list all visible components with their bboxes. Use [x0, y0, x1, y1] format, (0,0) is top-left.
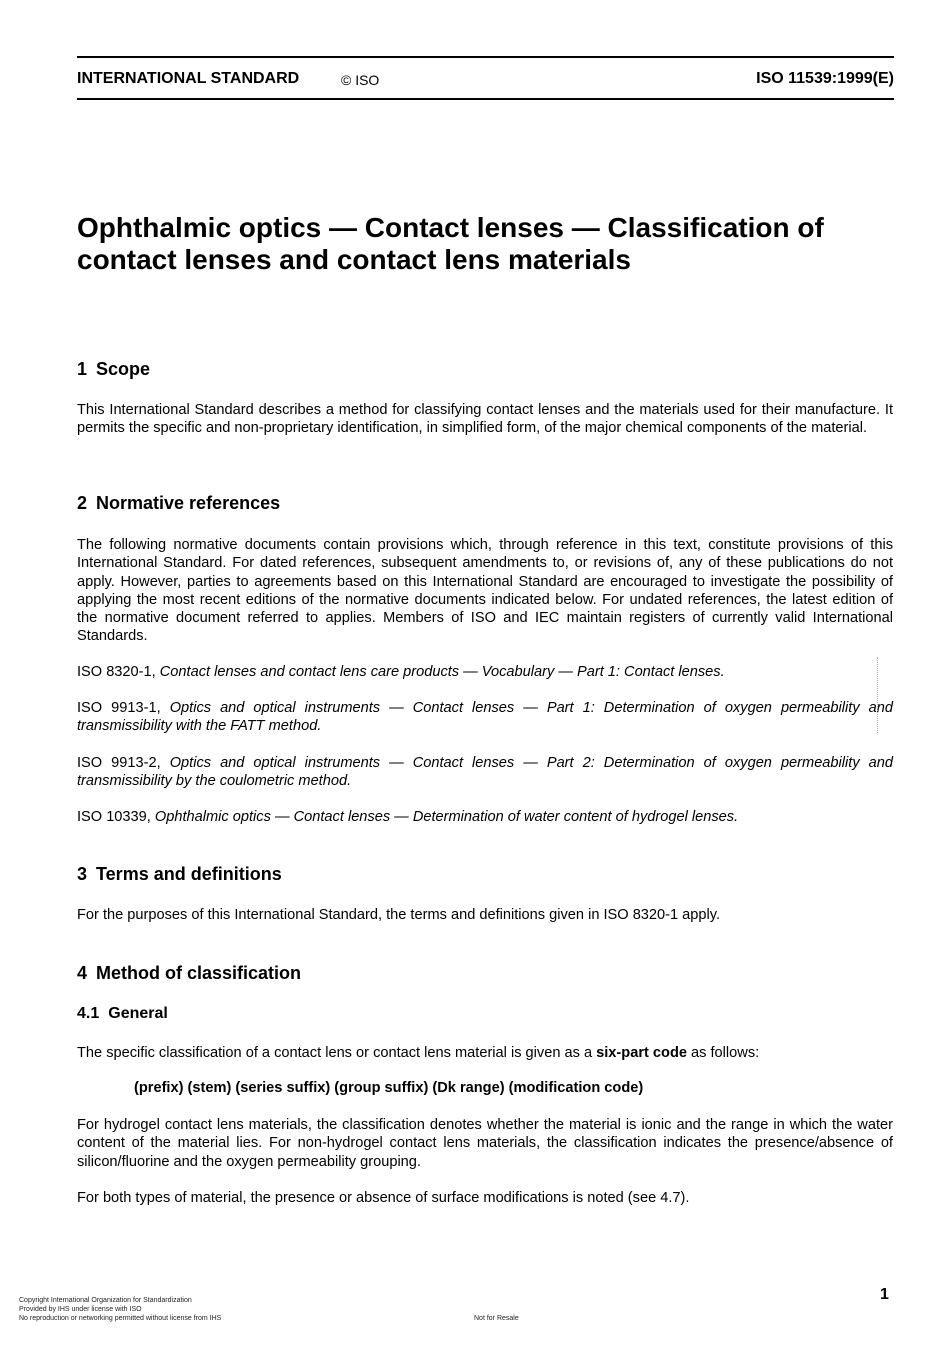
section-heading-method-of-classification — [77, 963, 301, 984]
subsection-heading-general — [77, 1005, 168, 1023]
section-number: 1 — [77, 359, 88, 379]
reference-title: Optics and optical instruments — Contact lenses — Part 1: Determination of oxygen permeability and transmissibility with the FATT method. — [77, 700, 893, 735]
subsection-title: General — [108, 1005, 168, 1022]
reference-id: ISO 8320-1, — [77, 664, 156, 680]
copyright-footer: Copyright International Organization for Standardization Provided by IHS under license with ISO No reproduction or networking permitted without license from IHS — [19, 1297, 222, 1322]
reference-title: Optics and optical instruments — Contact lenses — Part 2: Determination of oxygen permeability and transmissibility by the coulometric method. — [77, 755, 893, 790]
section-number: 3 — [77, 864, 88, 884]
reference-item — [77, 754, 893, 791]
section-title: Normative references — [96, 493, 281, 513]
terms-paragraph: For the purposes of this International Standard, the terms and definitions given in ISO 8320-1 apply. — [77, 907, 721, 923]
header-bottom-rule — [77, 98, 894, 100]
section-title: Method of classification — [96, 963, 302, 983]
reference-id: ISO 9913-1, — [77, 700, 161, 716]
section-heading-terms-and-definitions — [77, 864, 282, 885]
classification-code-format: (prefix) (stem) (series suffix) (group suffix) (Dk range) (modification code) — [134, 1080, 644, 1096]
reference-title: Contact lenses and contact lens care products — Vocabulary — Part 1: Contact lenses. — [159, 664, 725, 680]
section-heading-scope — [77, 359, 150, 380]
page-number: 1 — [880, 1286, 889, 1303]
section-heading-normative-references — [77, 493, 280, 514]
general-hydrogel-paragraph: For hydrogel contact lens materials, the classification denotes whether the material is ionic and the range in which the water content of the material lies. For non-hydrogel contact lens materials, the classification indicates the presence/absence of silicon/fluorine and the oxygen permeability grouping. — [77, 1117, 893, 1170]
margin-change-mark — [877, 657, 878, 733]
section-number: 4 — [77, 963, 88, 983]
reference-item — [77, 808, 893, 826]
header-top-rule — [77, 56, 894, 58]
section-title: Terms and definitions — [96, 864, 282, 884]
scope-paragraph: This International Standard describes a method for classifying contact lenses and the materials used for their manufacture. It permits the specific and non-proprietary identification, in simplified form, of the major chemical components of the material. — [77, 402, 893, 437]
section-title: Scope — [96, 359, 151, 379]
document-title: Ophthalmic optics — Contact lenses — Classification of contact lenses and contact lens materials — [77, 212, 824, 275]
header-standard-number: ISO 11539:1999(E) — [756, 70, 894, 87]
subsection-number: 4.1 — [77, 1005, 100, 1022]
normative-references-paragraph: The following normative documents contain provisions which, through reference in this text, constitute provisions of this International Standard. For dated references, subsequent amendments to, or revisions of, any of these publications do not apply. However, parties to agreements based on this International Standard are encouraged to investigate the possibility of applying the most recent editions of the normative documents indicated below. For undated references, the latest edition of the normative document referred to applies. Members of ISO and IEC maintain registers of currently valid International Standards. — [77, 537, 893, 645]
reference-id: ISO 9913-2, — [77, 755, 161, 771]
reference-item — [77, 699, 893, 736]
reference-item — [77, 663, 893, 681]
general-intro-paragraph: The specific classification of a contact lens or contact lens material is given as a six-part code as follows: — [77, 1045, 760, 1061]
header-standard-type: INTERNATIONAL STANDARD — [77, 70, 300, 87]
header-copyright: © ISO — [341, 72, 380, 88]
general-surface-modification-paragraph: For both types of material, the presence or absence of surface modifications is noted (see 4.7). — [77, 1190, 690, 1206]
reference-title: Ophthalmic optics — Contact lenses — Determination of water content of hydrogel lenses. — [154, 809, 739, 825]
reference-id: ISO 10339, — [77, 809, 151, 825]
six-part-code-term: six-part code — [596, 1045, 687, 1061]
section-number: 2 — [77, 493, 88, 513]
not-for-resale-notice: Not for Resale — [474, 1315, 519, 1322]
